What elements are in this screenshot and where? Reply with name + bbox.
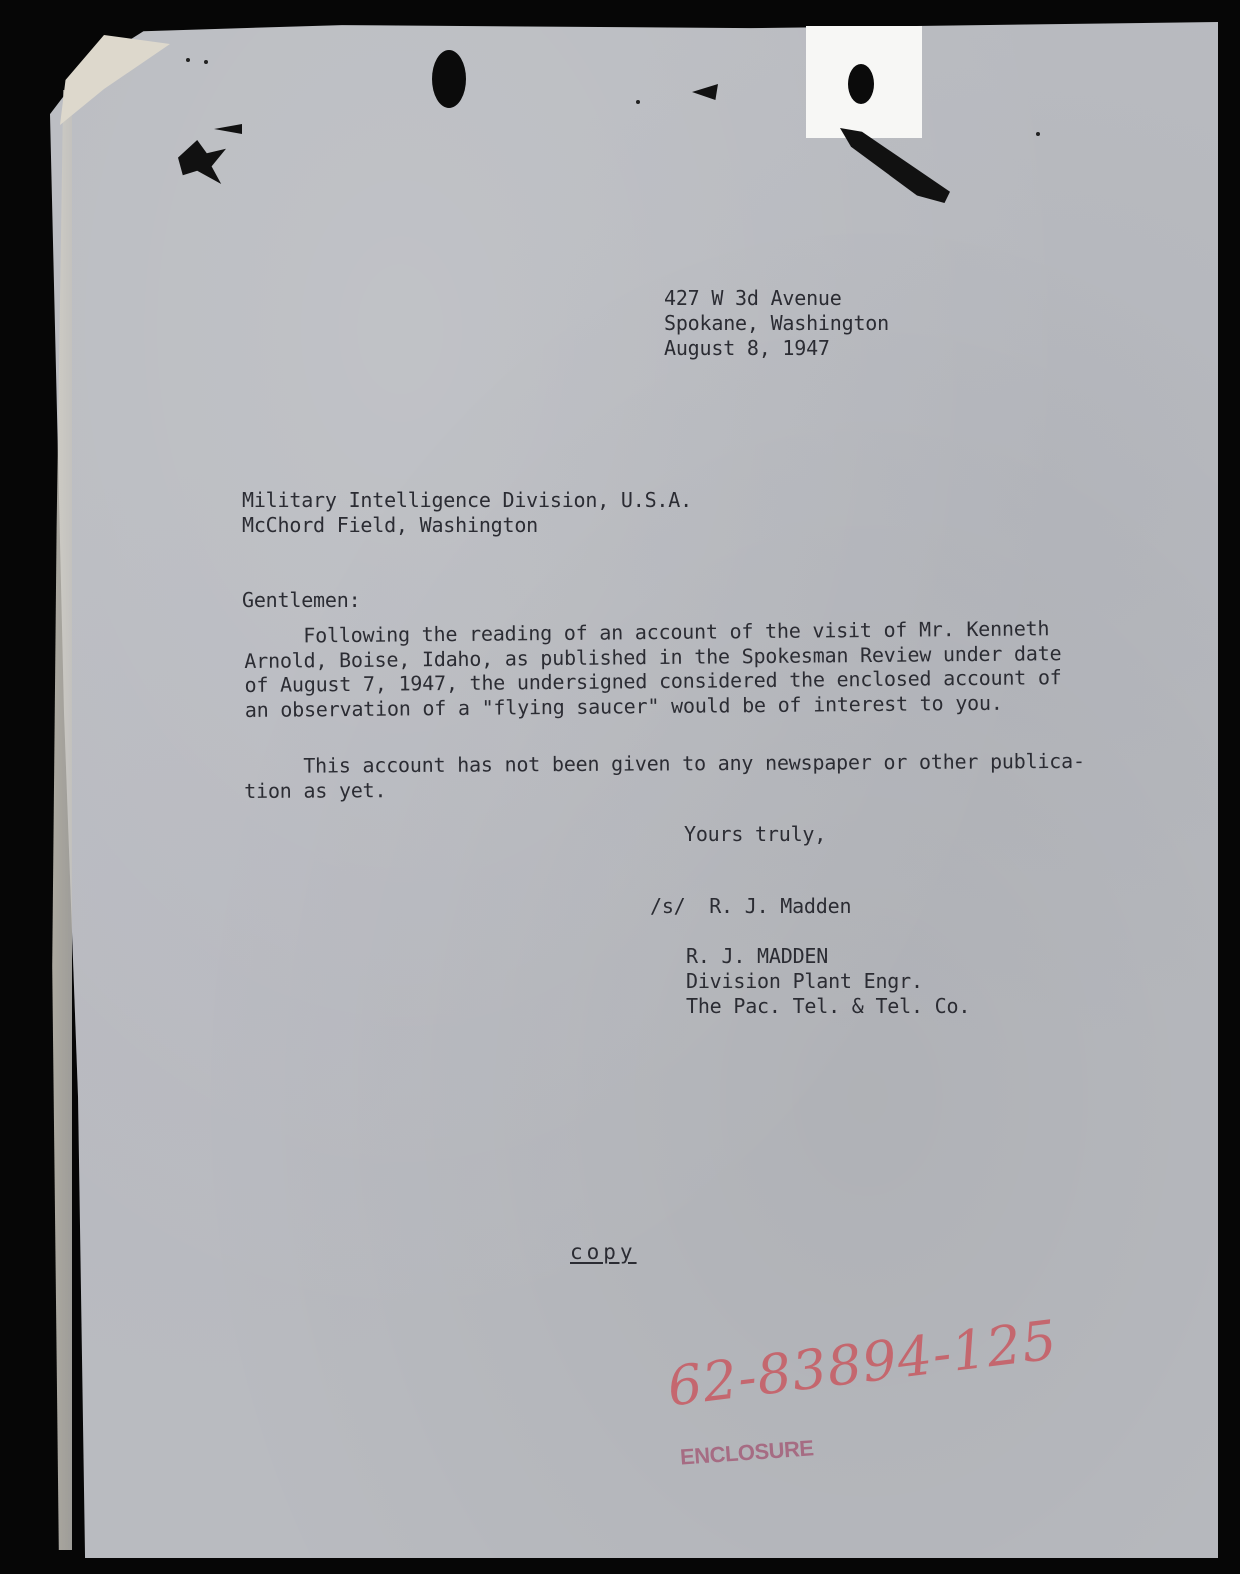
punch-hole-right bbox=[848, 64, 874, 104]
speck bbox=[204, 60, 208, 64]
closing: Yours truly, bbox=[684, 822, 827, 846]
signature: /s/ R. J. Madden bbox=[650, 894, 852, 918]
punch-hole-left bbox=[432, 50, 466, 108]
speck bbox=[636, 100, 640, 104]
handwritten-file-number: 62-83894-125 bbox=[664, 1308, 1061, 1419]
speck bbox=[1036, 132, 1040, 136]
addressee: Military Intelligence Division, U.S.A. McChord Field, Washington bbox=[242, 488, 692, 537]
body-paragraph-2: This account has not been given to any newspaper or other publica- tion as yet. bbox=[244, 748, 1085, 803]
enclosure-stamp: ENCLOSURE bbox=[679, 1435, 815, 1470]
body-paragraph-1: Following the reading of an account of the visit of Mr. Kenneth Arnold, Boise, Idaho, as published in the Spokesman Review under date of August 7, 1947, the undersigned considered the enclosed account of an observation of a "flying saucer" would be of interest to you. bbox=[244, 616, 1062, 722]
signature-block: R. J. MADDEN Division Plant Engr. The Pac. Tel. & Tel. Co. bbox=[686, 944, 971, 1018]
copy-label: copy bbox=[570, 1240, 637, 1264]
paper-left-edge bbox=[50, 90, 72, 1550]
salutation: Gentlemen: bbox=[242, 588, 361, 612]
speck bbox=[186, 58, 190, 62]
return-address: 427 W 3d Avenue Spokane, Washington August 8, 1947 bbox=[664, 286, 889, 360]
